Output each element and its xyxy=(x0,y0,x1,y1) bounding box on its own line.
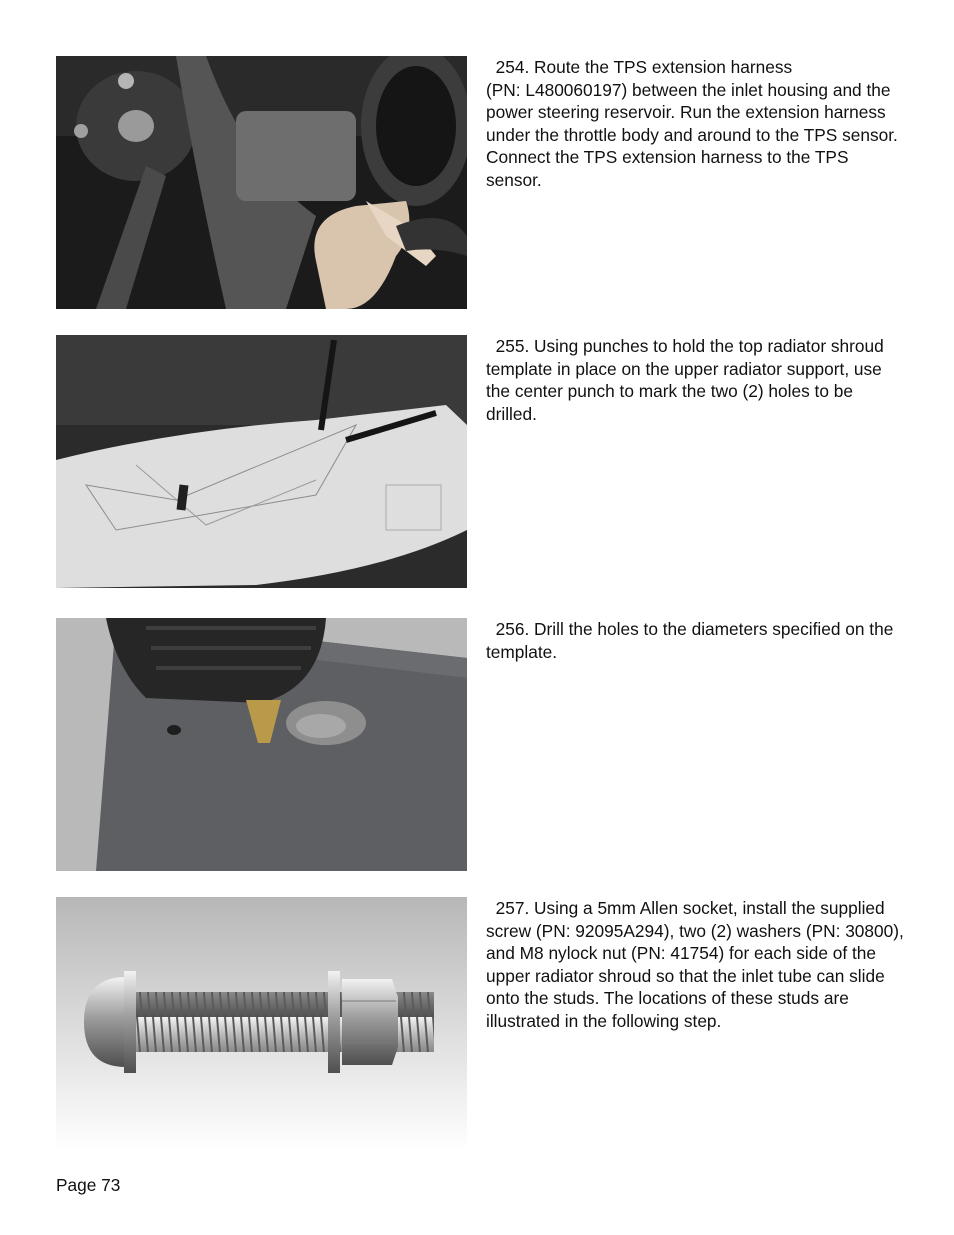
step-number: 255. xyxy=(495,336,530,356)
step-instruction: Drill the holes to the diameters specified on the template. xyxy=(486,619,894,662)
drilling-photo xyxy=(56,618,467,871)
step-instruction: Using a 5mm Allen socket, install the supplied screw (PN: 92095A294), two (2) washers (PN: 30800), and M8 nylock nut (PN: 41754) for each side of the upper radiator shroud so that the inlet tube can slide onto the studs. The locations of these studs are illustrated in the following step. xyxy=(486,898,904,1031)
stud-assembly-illustration xyxy=(56,897,467,1150)
step-254-text xyxy=(486,56,906,191)
step-number: 256. xyxy=(495,619,530,639)
step-instruction: Using punches to hold the top radiator shroud template in place on the upper radiator support, use the center punch to mark the two (2) holes to be drilled. xyxy=(486,336,884,424)
page-number: Page 73 xyxy=(56,1175,121,1195)
step-257-text xyxy=(486,897,906,1032)
tps-harness-photo xyxy=(56,56,467,309)
step-number: 257. xyxy=(495,898,530,918)
template-punch-photo xyxy=(56,335,467,588)
step-255-text xyxy=(486,335,906,425)
step-instruction: Route the TPS extension harness (PN: L480060197) between the inlet housing and the power steering reservoir. Run the extension harness under the throttle body and around to the TPS sensor. Connect the TPS extension harness to the TPS sensor. xyxy=(486,57,898,190)
step-number: 254. xyxy=(495,57,530,77)
step-256-text xyxy=(486,618,906,663)
